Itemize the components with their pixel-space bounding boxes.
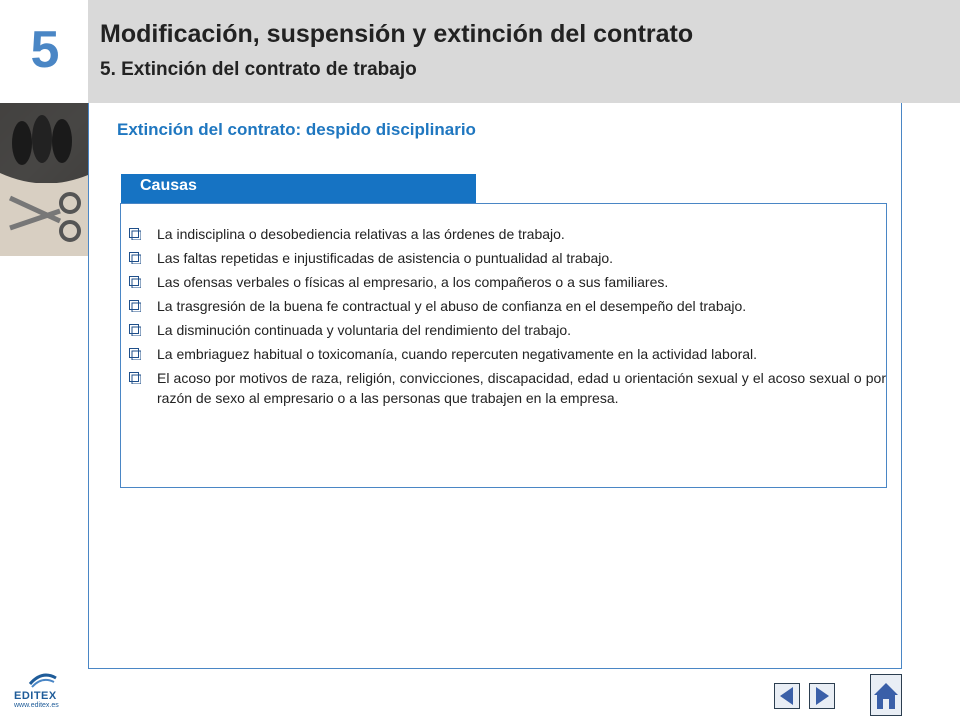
arrow-left-icon: [775, 684, 799, 708]
list-item-text: La indisciplina o desobediencia relativas a las órdenes de trabajo.: [157, 226, 565, 242]
home-icon: [871, 675, 901, 715]
chapter-number: 5: [30, 21, 60, 79]
causes-list: [129, 224, 886, 412]
list-item: [129, 296, 886, 316]
list-item-text: La embriaguez habitual o toxicomanía, cuando repercuten negativamente en la actividad laboral.: [157, 346, 758, 362]
checkbox-bullet-icon: [129, 348, 141, 360]
list-item: [129, 368, 886, 408]
checkbox-bullet-icon: [129, 252, 141, 264]
list-item: [129, 272, 886, 292]
page-title: Modificación, suspensión y extinción del contrato: [100, 20, 694, 48]
checkbox-bullet-icon: [129, 372, 141, 384]
list-item-text: Las ofensas verbales o físicas al empresario, a los compañeros o a sus familiares.: [157, 274, 669, 290]
editex-logo-mark-icon: [12, 668, 72, 690]
page-subtitle: 5. Extinción del contrato de trabajo: [100, 59, 417, 80]
section-title: Extinción del contrato: despido disciplinario: [117, 120, 476, 139]
list-item: [129, 224, 886, 244]
list-item-text: El acoso por motivos de raza, religión, convicciones, discapacidad, edad u orientación sexual y el acoso sexual o por razón de sexo al empresario o a las personas que trabajen en la empresa.: [157, 370, 886, 406]
logo-text: EDITEX: [14, 690, 57, 702]
header-band: [88, 0, 960, 103]
checkbox-bullet-icon: [129, 300, 141, 312]
previous-button[interactable]: [774, 683, 800, 709]
arrow-right-icon: [810, 684, 834, 708]
list-item-text: Las faltas repetidas e injustificadas de asistencia o puntualidad al trabajo.: [157, 250, 614, 266]
logo-url: www.editex.es: [14, 702, 59, 709]
list-item-text: La disminución continuada y voluntaria del rendimiento del trabajo.: [157, 322, 572, 338]
scissors-hand-image: [0, 103, 88, 256]
list-item-text: La trasgresión de la buena fe contractual y el abuso de confianza en el desempeño del trabajo.: [157, 298, 747, 314]
checkbox-bullet-icon: [129, 228, 141, 240]
list-item: [129, 344, 886, 364]
list-item: [129, 248, 886, 268]
causes-tab-label: Causas: [140, 177, 197, 194]
checkbox-bullet-icon: [129, 276, 141, 288]
list-item: [129, 320, 886, 340]
next-button[interactable]: [809, 683, 835, 709]
checkbox-bullet-icon: [129, 324, 141, 336]
home-button[interactable]: [870, 674, 902, 716]
